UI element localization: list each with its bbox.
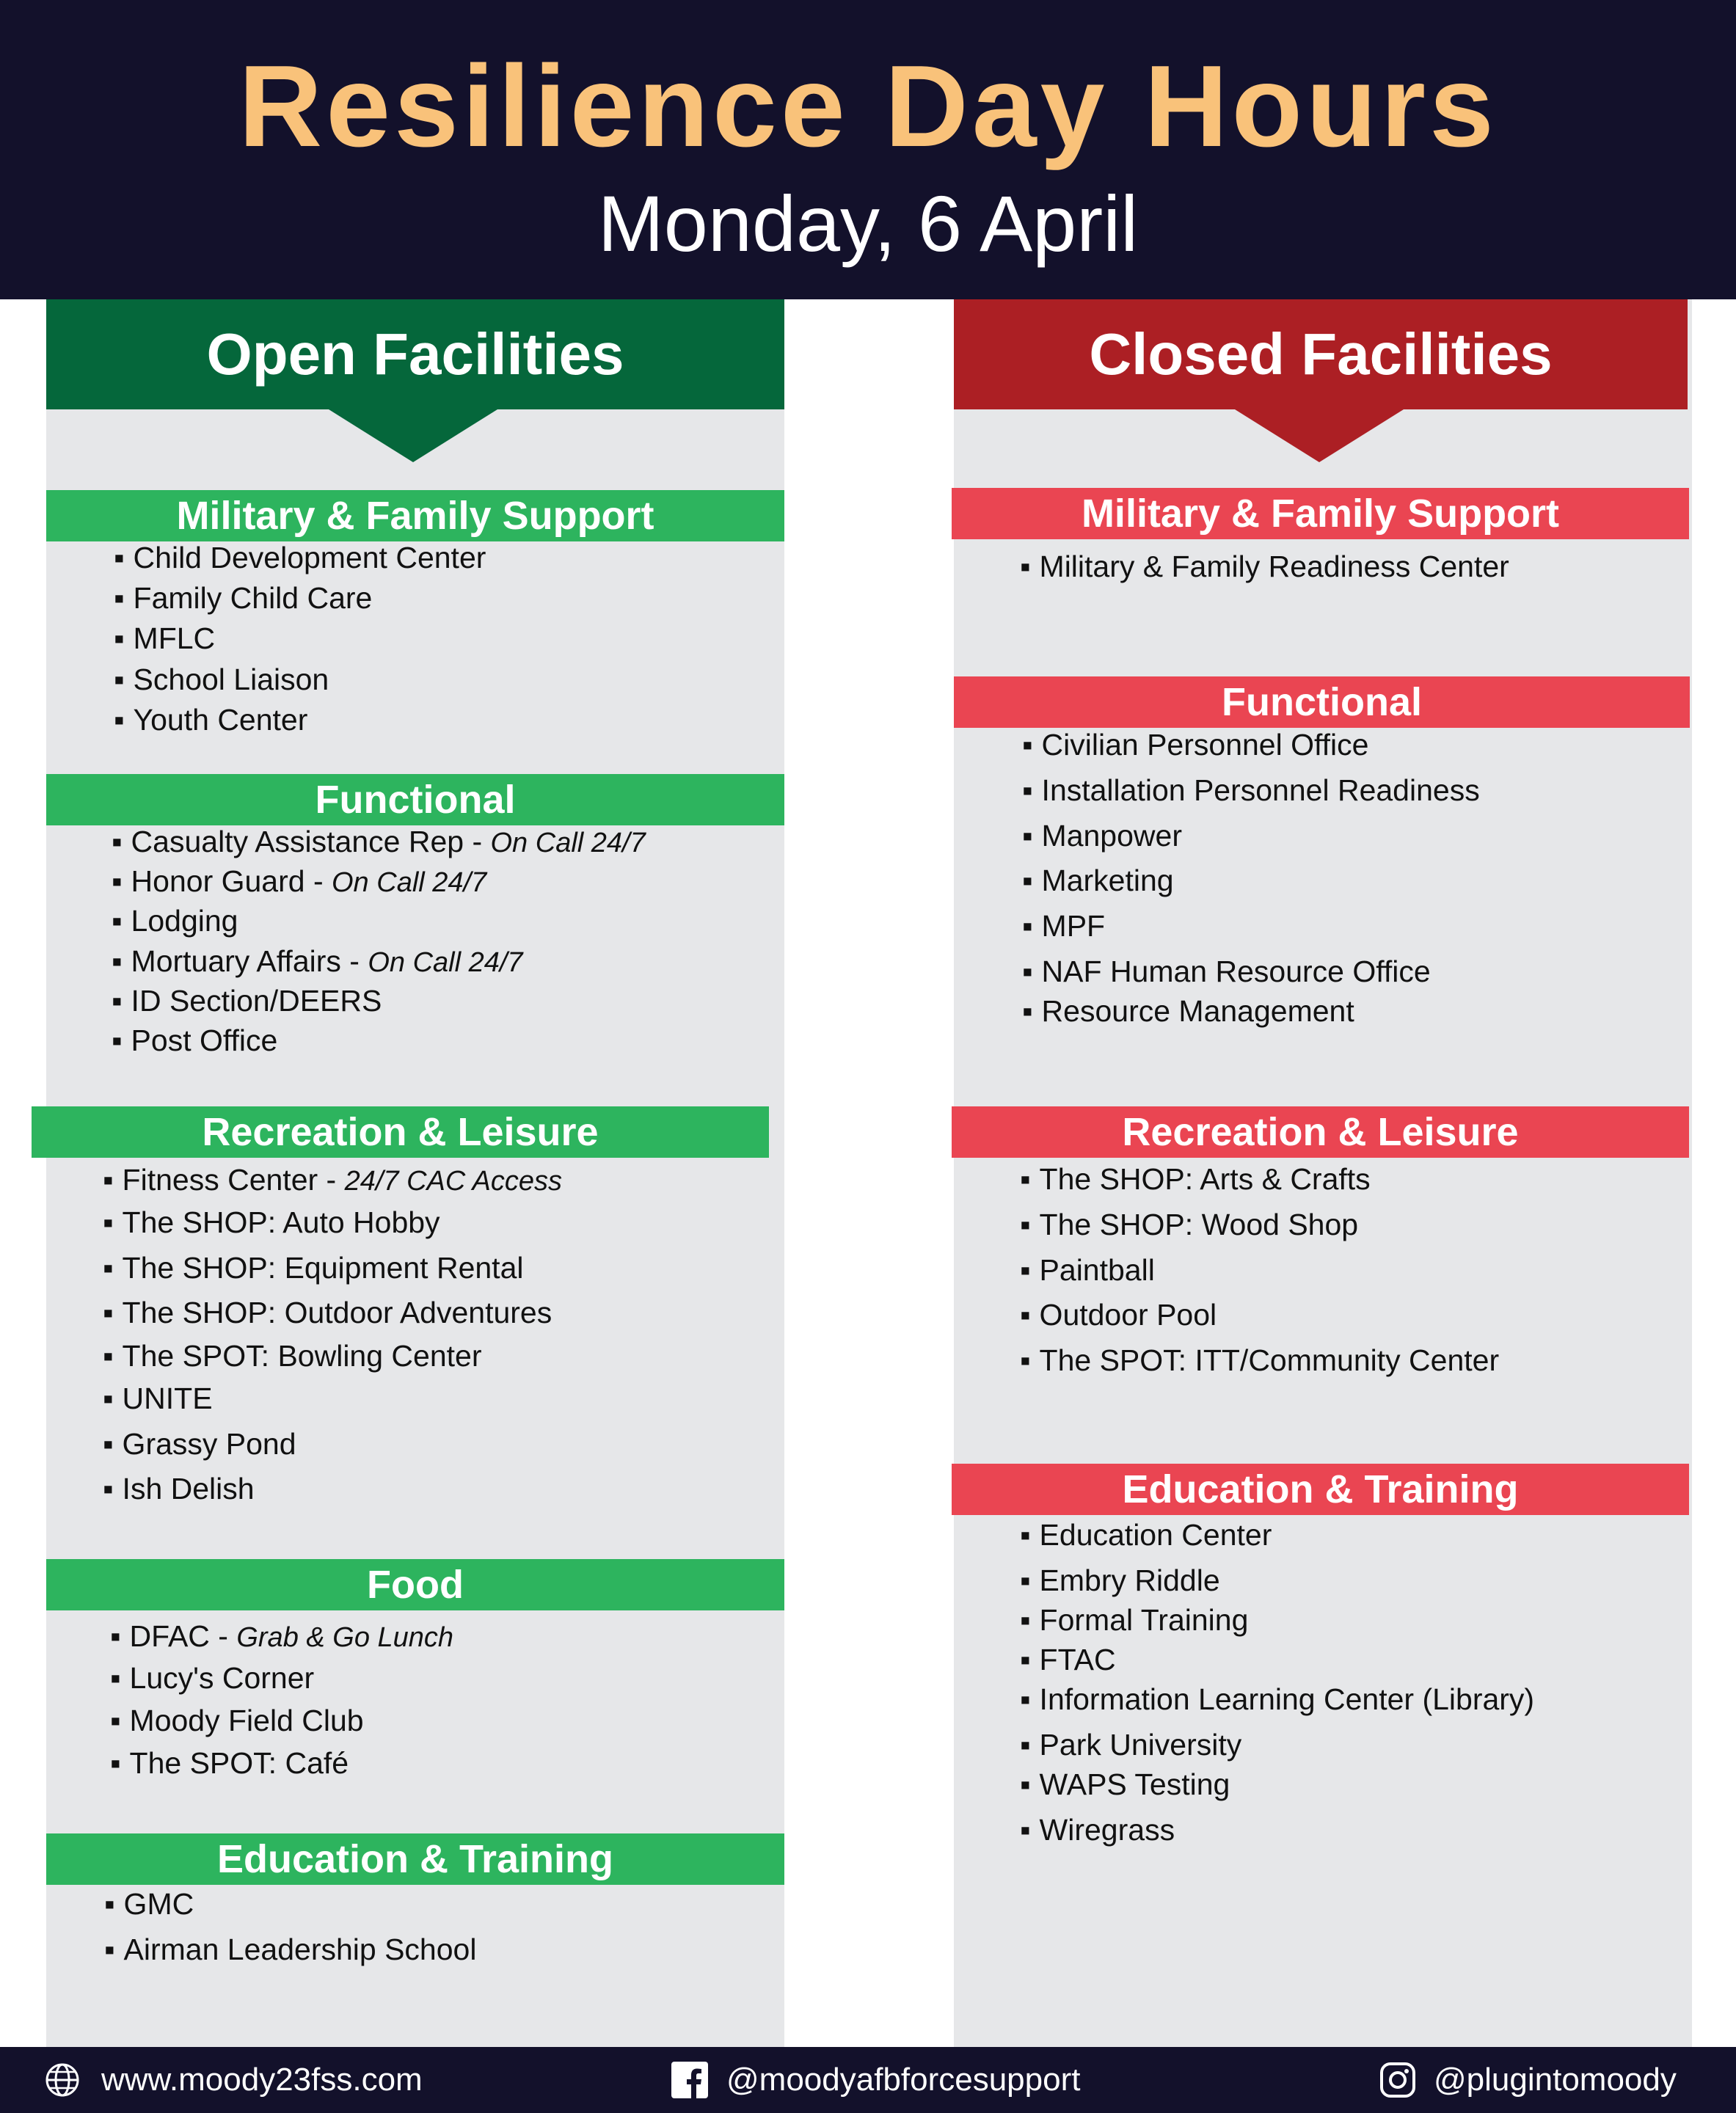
- website-link[interactable]: www.moody23fss.com: [101, 2062, 423, 2098]
- facility-name: Fitness Center -: [122, 1163, 345, 1197]
- bullet-icon: ▪: [1022, 819, 1033, 853]
- facility-name: Lucy's Corner: [129, 1661, 315, 1695]
- instagram-link[interactable]: @plugintomoody: [1434, 2062, 1677, 2098]
- facility-name: Ish Delish: [122, 1472, 255, 1506]
- facility-name: FTAC: [1039, 1643, 1116, 1676]
- bullet-icon: ▪: [1020, 1728, 1031, 1762]
- closed-facility-item: [1020, 1641, 1116, 1678]
- bullet-icon: ▪: [112, 825, 123, 858]
- facility-name: Marketing: [1041, 864, 1174, 897]
- facebook-link[interactable]: @moodyafbforcesupport: [726, 2062, 1081, 2098]
- open-heading-arrow: [329, 409, 497, 462]
- bullet-icon: ▪: [114, 663, 125, 696]
- facility-note: 24/7 CAC Access: [344, 1166, 562, 1197]
- open-facility-item: [110, 1660, 314, 1696]
- facility-name: UNITE: [122, 1382, 213, 1415]
- closed-section-3-title: Recreation & Leisure: [952, 1106, 1689, 1158]
- open-facility-item: [112, 943, 523, 981]
- facility-name: The SPOT: Bowling Center: [122, 1339, 482, 1373]
- open-facility-item: [112, 823, 646, 861]
- bullet-icon: ▪: [1022, 864, 1033, 897]
- facility-name: GMC: [123, 1887, 194, 1921]
- globe-icon: [44, 2062, 81, 2098]
- facility-name: Airman Leadership School: [123, 1933, 477, 1966]
- facility-name: MPF: [1041, 909, 1106, 943]
- facility-name: Casualty Assistance Rep -: [131, 825, 491, 858]
- facebook-icon: [671, 2062, 708, 2098]
- facility-name: Outdoor Pool: [1039, 1298, 1217, 1332]
- open-facility-item: [114, 620, 215, 657]
- open-facility-item: [114, 539, 486, 576]
- bullet-icon: ▪: [1020, 1603, 1031, 1637]
- bullet-icon: ▪: [110, 1746, 121, 1780]
- bullet-icon: ▪: [110, 1704, 121, 1737]
- bullet-icon: ▪: [110, 1619, 121, 1653]
- open-section-2-title: Functional: [46, 774, 784, 825]
- open-heading: Open Facilities: [46, 299, 784, 409]
- closed-facility-item: [1022, 953, 1431, 990]
- facility-name: The SHOP: Auto Hobby: [122, 1205, 440, 1239]
- facility-name: ID Section/DEERS: [131, 984, 382, 1018]
- bullet-icon: ▪: [103, 1296, 114, 1329]
- bullet-icon: ▪: [114, 581, 125, 615]
- closed-facility-item: [1022, 772, 1480, 809]
- open-facility-item: [112, 1022, 277, 1059]
- open-facility-item: [104, 1931, 476, 1968]
- facility-name: The SHOP: Outdoor Adventures: [122, 1296, 552, 1329]
- open-facility-item: [112, 863, 486, 901]
- closed-facility-item: [1022, 726, 1368, 763]
- closed-section-1-title: Military & Family Support: [952, 488, 1689, 539]
- facility-note: On Call 24/7: [490, 828, 646, 858]
- facility-name: Park University: [1039, 1728, 1242, 1762]
- open-facility-item: [114, 701, 307, 738]
- closed-facility-item: [1020, 1296, 1217, 1333]
- facility-name: Child Development Center: [133, 541, 486, 574]
- facility-name: Information Learning Center (Library): [1039, 1682, 1535, 1716]
- closed-facility-item: [1022, 862, 1174, 899]
- closed-facility-item: [1020, 1517, 1272, 1553]
- facility-note: On Call 24/7: [368, 947, 523, 978]
- facility-name: Youth Center: [133, 703, 308, 737]
- bullet-icon: ▪: [103, 1382, 114, 1415]
- open-facility-item: [103, 1426, 296, 1462]
- bullet-icon: ▪: [1022, 994, 1033, 1028]
- closed-facility-item: [1022, 993, 1354, 1029]
- bullet-icon: ▪: [1020, 1767, 1031, 1801]
- bullet-icon: ▪: [1020, 1162, 1031, 1196]
- open-section-1-title: Military & Family Support: [46, 490, 784, 541]
- facility-name: The SPOT: Café: [129, 1746, 349, 1780]
- bullet-icon: ▪: [1020, 1518, 1031, 1552]
- closed-facility-item: [1020, 1811, 1175, 1848]
- bullet-icon: ▪: [1020, 1563, 1031, 1597]
- open-facility-item: [103, 1204, 440, 1241]
- facility-name: DFAC -: [129, 1619, 237, 1653]
- open-facility-item: [112, 902, 238, 939]
- closed-heading-arrow: [1235, 409, 1404, 462]
- open-section-5-title: Education & Training: [46, 1833, 784, 1885]
- open-facility-item: [112, 982, 382, 1019]
- open-section-3-title: Recreation & Leisure: [32, 1106, 769, 1158]
- facility-name: Post Office: [131, 1023, 278, 1057]
- page-title: Resilience Day Hours: [238, 42, 1498, 171]
- closed-section-2-title: Functional: [954, 676, 1690, 728]
- closed-facility-item: [1022, 817, 1182, 854]
- open-facility-item: [103, 1249, 523, 1286]
- bullet-icon: ▪: [1020, 1253, 1031, 1287]
- bullet-icon: ▪: [1022, 728, 1033, 762]
- open-facility-item: [103, 1337, 482, 1374]
- facility-name: Honor Guard -: [131, 864, 332, 898]
- closed-heading: Closed Facilities: [954, 299, 1688, 409]
- facility-name: Mortuary Affairs -: [131, 944, 368, 978]
- bullet-icon: ▪: [114, 541, 125, 574]
- facility-name: Installation Personnel Readiness: [1041, 773, 1480, 807]
- bullet-icon: ▪: [1022, 955, 1033, 988]
- closed-facility-item: [1020, 1562, 1220, 1599]
- closed-facility-item: [1020, 1766, 1230, 1803]
- bullet-icon: ▪: [103, 1205, 114, 1239]
- facility-name: The SHOP: Wood Shop: [1039, 1208, 1359, 1241]
- facility-name: Resource Management: [1041, 994, 1354, 1028]
- footer: [0, 2047, 1736, 2113]
- bullet-icon: ▪: [112, 1023, 123, 1057]
- closed-facility-item: [1020, 1602, 1248, 1638]
- bullet-icon: ▪: [1022, 773, 1033, 807]
- facility-name: Grassy Pond: [122, 1427, 296, 1461]
- facility-name: Moody Field Club: [129, 1704, 364, 1737]
- closed-facility-item: [1020, 1206, 1358, 1243]
- open-facility-item: [110, 1745, 349, 1781]
- bullet-icon: ▪: [1022, 909, 1033, 943]
- bullet-icon: ▪: [1020, 1298, 1031, 1332]
- open-section-4-title: Food: [46, 1559, 784, 1610]
- bullet-icon: ▪: [103, 1163, 114, 1197]
- facility-name: Embry Riddle: [1039, 1563, 1220, 1597]
- bullet-icon: ▪: [1020, 1682, 1031, 1716]
- open-facility-item: [110, 1702, 364, 1739]
- closed-facility-item: [1020, 1161, 1371, 1197]
- facility-name: MFLC: [133, 621, 216, 655]
- bullet-icon: ▪: [112, 944, 123, 978]
- open-facility-item: [104, 1886, 194, 1922]
- bullet-icon: ▪: [103, 1472, 114, 1506]
- facility-name: Wiregrass: [1039, 1813, 1175, 1847]
- instagram-icon: [1379, 2062, 1416, 2098]
- closed-section-4-title: Education & Training: [952, 1464, 1689, 1515]
- closed-facility-item: [1020, 1252, 1155, 1288]
- open-facility-item: [114, 661, 329, 698]
- facility-name: The SHOP: Equipment Rental: [122, 1251, 524, 1285]
- open-facility-item: [103, 1380, 213, 1417]
- bullet-icon: ▪: [1020, 1208, 1031, 1241]
- closed-facility-item: [1020, 1681, 1534, 1718]
- bullet-icon: ▪: [103, 1427, 114, 1461]
- bullet-icon: ▪: [103, 1339, 114, 1373]
- facility-note: On Call 24/7: [332, 867, 487, 898]
- open-facility-item: [110, 1618, 453, 1656]
- open-facility-item: [103, 1294, 552, 1331]
- facility-note: Grab & Go Lunch: [236, 1622, 454, 1653]
- facility-name: School Liaison: [133, 663, 329, 696]
- bullet-icon: ▪: [112, 864, 123, 898]
- bullet-icon: ▪: [103, 1251, 114, 1285]
- bullet-icon: ▪: [1020, 1343, 1031, 1377]
- bullet-icon: ▪: [104, 1933, 115, 1966]
- open-facility-item: [103, 1161, 562, 1200]
- facility-name: Civilian Personnel Office: [1041, 728, 1369, 762]
- open-facility-item: [114, 580, 372, 616]
- closed-facility-item: [1020, 1726, 1241, 1763]
- facility-name: The SHOP: Arts & Crafts: [1039, 1162, 1371, 1196]
- facility-name: Manpower: [1041, 819, 1182, 853]
- page-date: Monday, 6 April: [597, 179, 1139, 268]
- facility-name: Education Center: [1039, 1518, 1272, 1552]
- bullet-icon: ▪: [110, 1661, 121, 1695]
- bullet-icon: ▪: [112, 984, 123, 1018]
- bullet-icon: ▪: [1020, 1813, 1031, 1847]
- facility-name: Paintball: [1039, 1253, 1155, 1287]
- bullet-icon: ▪: [112, 904, 123, 938]
- bullet-icon: ▪: [114, 621, 125, 655]
- bullet-icon: ▪: [104, 1887, 115, 1921]
- facility-name: Family Child Care: [133, 581, 373, 615]
- facility-name: The SPOT: ITT/Community Center: [1039, 1343, 1500, 1377]
- facility-name: WAPS Testing: [1039, 1767, 1230, 1801]
- closed-facility-item: [1022, 908, 1105, 944]
- bullet-icon: ▪: [114, 703, 125, 737]
- header: [0, 0, 1736, 299]
- bullet-icon: ▪: [1020, 1643, 1031, 1676]
- bullet-icon: ▪: [1020, 550, 1031, 583]
- facility-name: Military & Family Readiness Center: [1039, 550, 1509, 583]
- facility-name: NAF Human Resource Office: [1041, 955, 1431, 988]
- closed-facility-item: [1020, 1342, 1499, 1379]
- closed-facility-item: [1020, 548, 1509, 585]
- facility-name: Formal Training: [1039, 1603, 1249, 1637]
- facility-name: Lodging: [131, 904, 238, 938]
- open-facility-item: [103, 1470, 255, 1507]
